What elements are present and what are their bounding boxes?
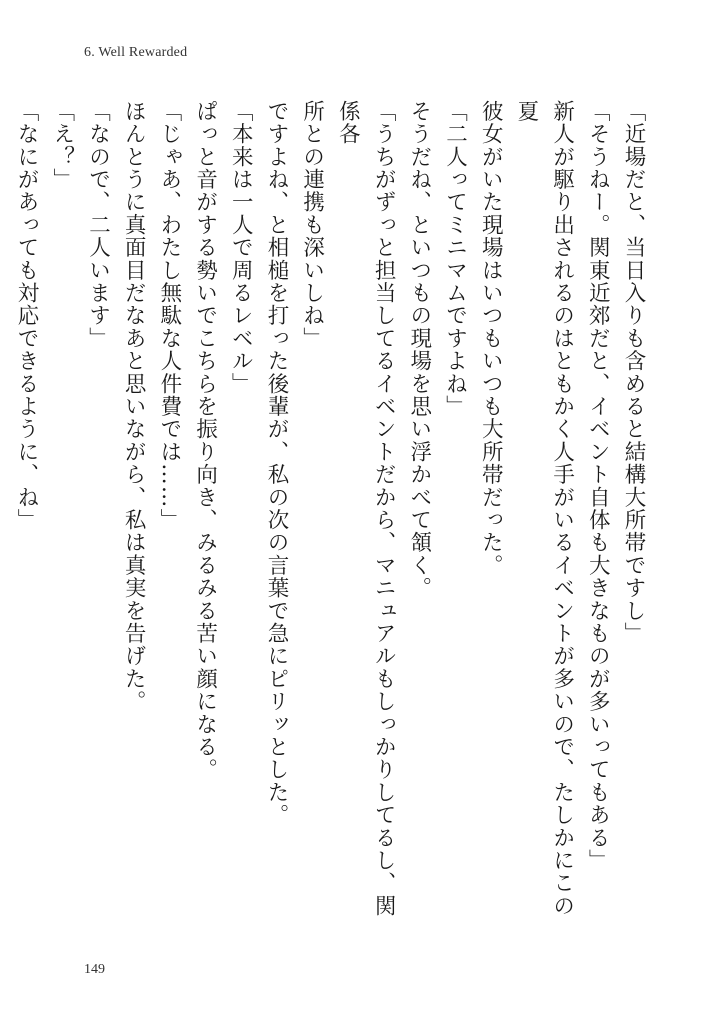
paragraph: 「うちがずっと担当してるイベントだから、マニュアルもしっかりしてるし、関係各 [335, 100, 397, 918]
running-head: 6. Well Rewarded [84, 45, 188, 60]
paragraph: 「二人ってミニマムですよね」 [442, 100, 468, 418]
paragraph: ぱっと音がする勢いでこちらを振り向き、みるみる苦い顔になる。 [192, 100, 218, 781]
paragraph: 「え？」 [49, 100, 75, 191]
paragraph: 「そうねー。関東近郊だと、イベント自体も大きなものが多いってもある」 [585, 100, 611, 872]
paragraph: 彼女がいた現場はいつもいつも大所帯だった。 [478, 100, 504, 577]
paragraph: ほんとうに真面目だなあと思いながら、私は真実を告げた。 [121, 100, 147, 713]
paragraph: 新人が駆り出されるのはともかく人手がいるイベントが多いので、たしかにこの夏 [513, 100, 575, 918]
paragraph: そうだね、といつもの現場を思い浮かべて頷く。 [406, 100, 432, 600]
paragraph: 「じゃあ、わたし無駄な人件費では……」 [156, 100, 182, 532]
body-text [14, 100, 651, 930]
paragraph: 所との連携も深いしね」 [299, 100, 325, 350]
paragraph: 「なので、二人います」 [85, 100, 111, 350]
page-number: 149 [84, 962, 105, 977]
paragraph: 「本来は一人で周るレベル」 [228, 100, 254, 396]
paragraph: ですよね、と相槌を打った後輩が、私の次の言葉で急にピリッとした。 [263, 100, 289, 827]
paragraph: 「近場だと、当日入りも含めると結構大所帯ですし」 [621, 100, 646, 645]
paragraph: 「なにがあっても対応できるように、ね」 [14, 100, 40, 532]
